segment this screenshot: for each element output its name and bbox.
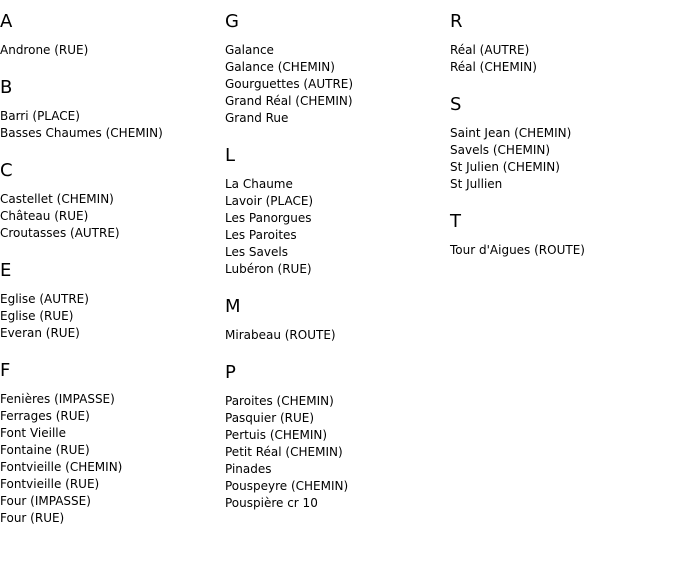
letter-heading: M [225, 296, 241, 317]
street-entry: Pasquier (RUE) [225, 411, 315, 425]
street-entry: Four (IMPASSE) [0, 494, 91, 508]
letter-group-r [450, 11, 670, 76]
letter-group-t [450, 211, 670, 259]
street-entry: Grand Réal (CHEMIN) [225, 94, 353, 108]
letter-heading: L [225, 145, 236, 166]
street-entry: Androne (RUE) [0, 43, 89, 57]
letter-heading: B [0, 77, 13, 98]
street-list [225, 176, 445, 278]
letter-heading: E [0, 260, 12, 281]
street-entry: Château (RUE) [0, 209, 89, 223]
street-entry: Castellet (CHEMIN) [0, 192, 114, 206]
street-entry: Petit Réal (CHEMIN) [225, 445, 343, 459]
street-entry: Gourguettes (AUTRE) [225, 77, 354, 91]
letter-heading: R [450, 11, 463, 32]
street-entry: Pinades [225, 462, 272, 476]
letter-group-p [225, 362, 445, 512]
street-entry: Saint Jean (CHEMIN) [450, 126, 572, 140]
street-entry: La Chaume [225, 177, 293, 191]
street-entry: Réal (AUTRE) [450, 43, 530, 57]
street-entry: Croutasses (AUTRE) [0, 226, 120, 240]
street-list [450, 242, 670, 259]
letter-heading: G [225, 11, 239, 32]
letter-group-e [0, 260, 220, 342]
street-entry: St Jullien [450, 177, 503, 191]
street-entry: St Julien (CHEMIN) [450, 160, 560, 174]
street-index-column-2 [225, 11, 445, 512]
letter-heading: F [0, 360, 11, 381]
street-entry: Fenières (IMPASSE) [0, 392, 115, 406]
letter-heading: T [450, 211, 461, 232]
street-entry: Font Vieille [0, 426, 66, 440]
street-entry: Fontaine (RUE) [0, 443, 90, 457]
street-list [0, 291, 220, 342]
street-entry: Mirabeau (ROUTE) [225, 328, 336, 342]
street-list [225, 393, 445, 512]
street-entry: Eglise (AUTRE) [0, 292, 89, 306]
street-entry: Lavoir (PLACE) [225, 194, 314, 208]
street-index-column-3 [450, 11, 670, 259]
street-entry: Les Paroites [225, 228, 297, 242]
street-entry: Savels (CHEMIN) [450, 143, 551, 157]
street-list [225, 42, 445, 127]
street-list [0, 391, 220, 527]
street-entry: Everan (RUE) [0, 326, 80, 340]
street-entry: Les Panorgues [225, 211, 312, 225]
street-entry: Four (RUE) [0, 511, 65, 525]
street-list [450, 125, 670, 193]
street-entry: Paroites (CHEMIN) [225, 394, 334, 408]
letter-group-f [0, 360, 220, 527]
street-entry: Pouspière cr 10 [225, 496, 318, 510]
street-entry: Fontvieille (RUE) [0, 477, 100, 491]
letter-group-l [225, 145, 445, 278]
letter-group-g [225, 11, 445, 127]
letter-group-m [225, 296, 445, 344]
letter-heading: C [0, 160, 13, 181]
street-index-column-1 [0, 11, 220, 527]
letter-group-s [450, 94, 670, 193]
street-entry: Galance (CHEMIN) [225, 60, 335, 74]
street-entry: Tour d'Aigues (ROUTE) [450, 243, 585, 257]
street-entry: Les Savels [225, 245, 288, 259]
street-entry: Ferrages (RUE) [0, 409, 90, 423]
street-entry: Pertuis (CHEMIN) [225, 428, 328, 442]
street-list [0, 108, 220, 142]
letter-group-a [0, 11, 220, 59]
letter-heading: A [0, 11, 13, 32]
street-entry: Grand Rue [225, 111, 289, 125]
street-list [0, 191, 220, 242]
street-list [0, 42, 220, 59]
street-entry: Pouspeyre (CHEMIN) [225, 479, 349, 493]
street-entry: Lubéron (RUE) [225, 262, 312, 276]
street-entry: Barri (PLACE) [0, 109, 80, 123]
street-list [450, 42, 670, 76]
letter-group-b [0, 77, 220, 142]
letter-heading: P [225, 362, 236, 383]
street-list [225, 327, 445, 344]
street-entry: Fontvieille (CHEMIN) [0, 460, 123, 474]
street-entry: Basses Chaumes (CHEMIN) [0, 126, 163, 140]
street-entry: Réal (CHEMIN) [450, 60, 537, 74]
street-entry: Eglise (RUE) [0, 309, 74, 323]
street-entry: Galance [225, 43, 274, 57]
letter-heading: S [450, 94, 462, 115]
letter-group-c [0, 160, 220, 242]
